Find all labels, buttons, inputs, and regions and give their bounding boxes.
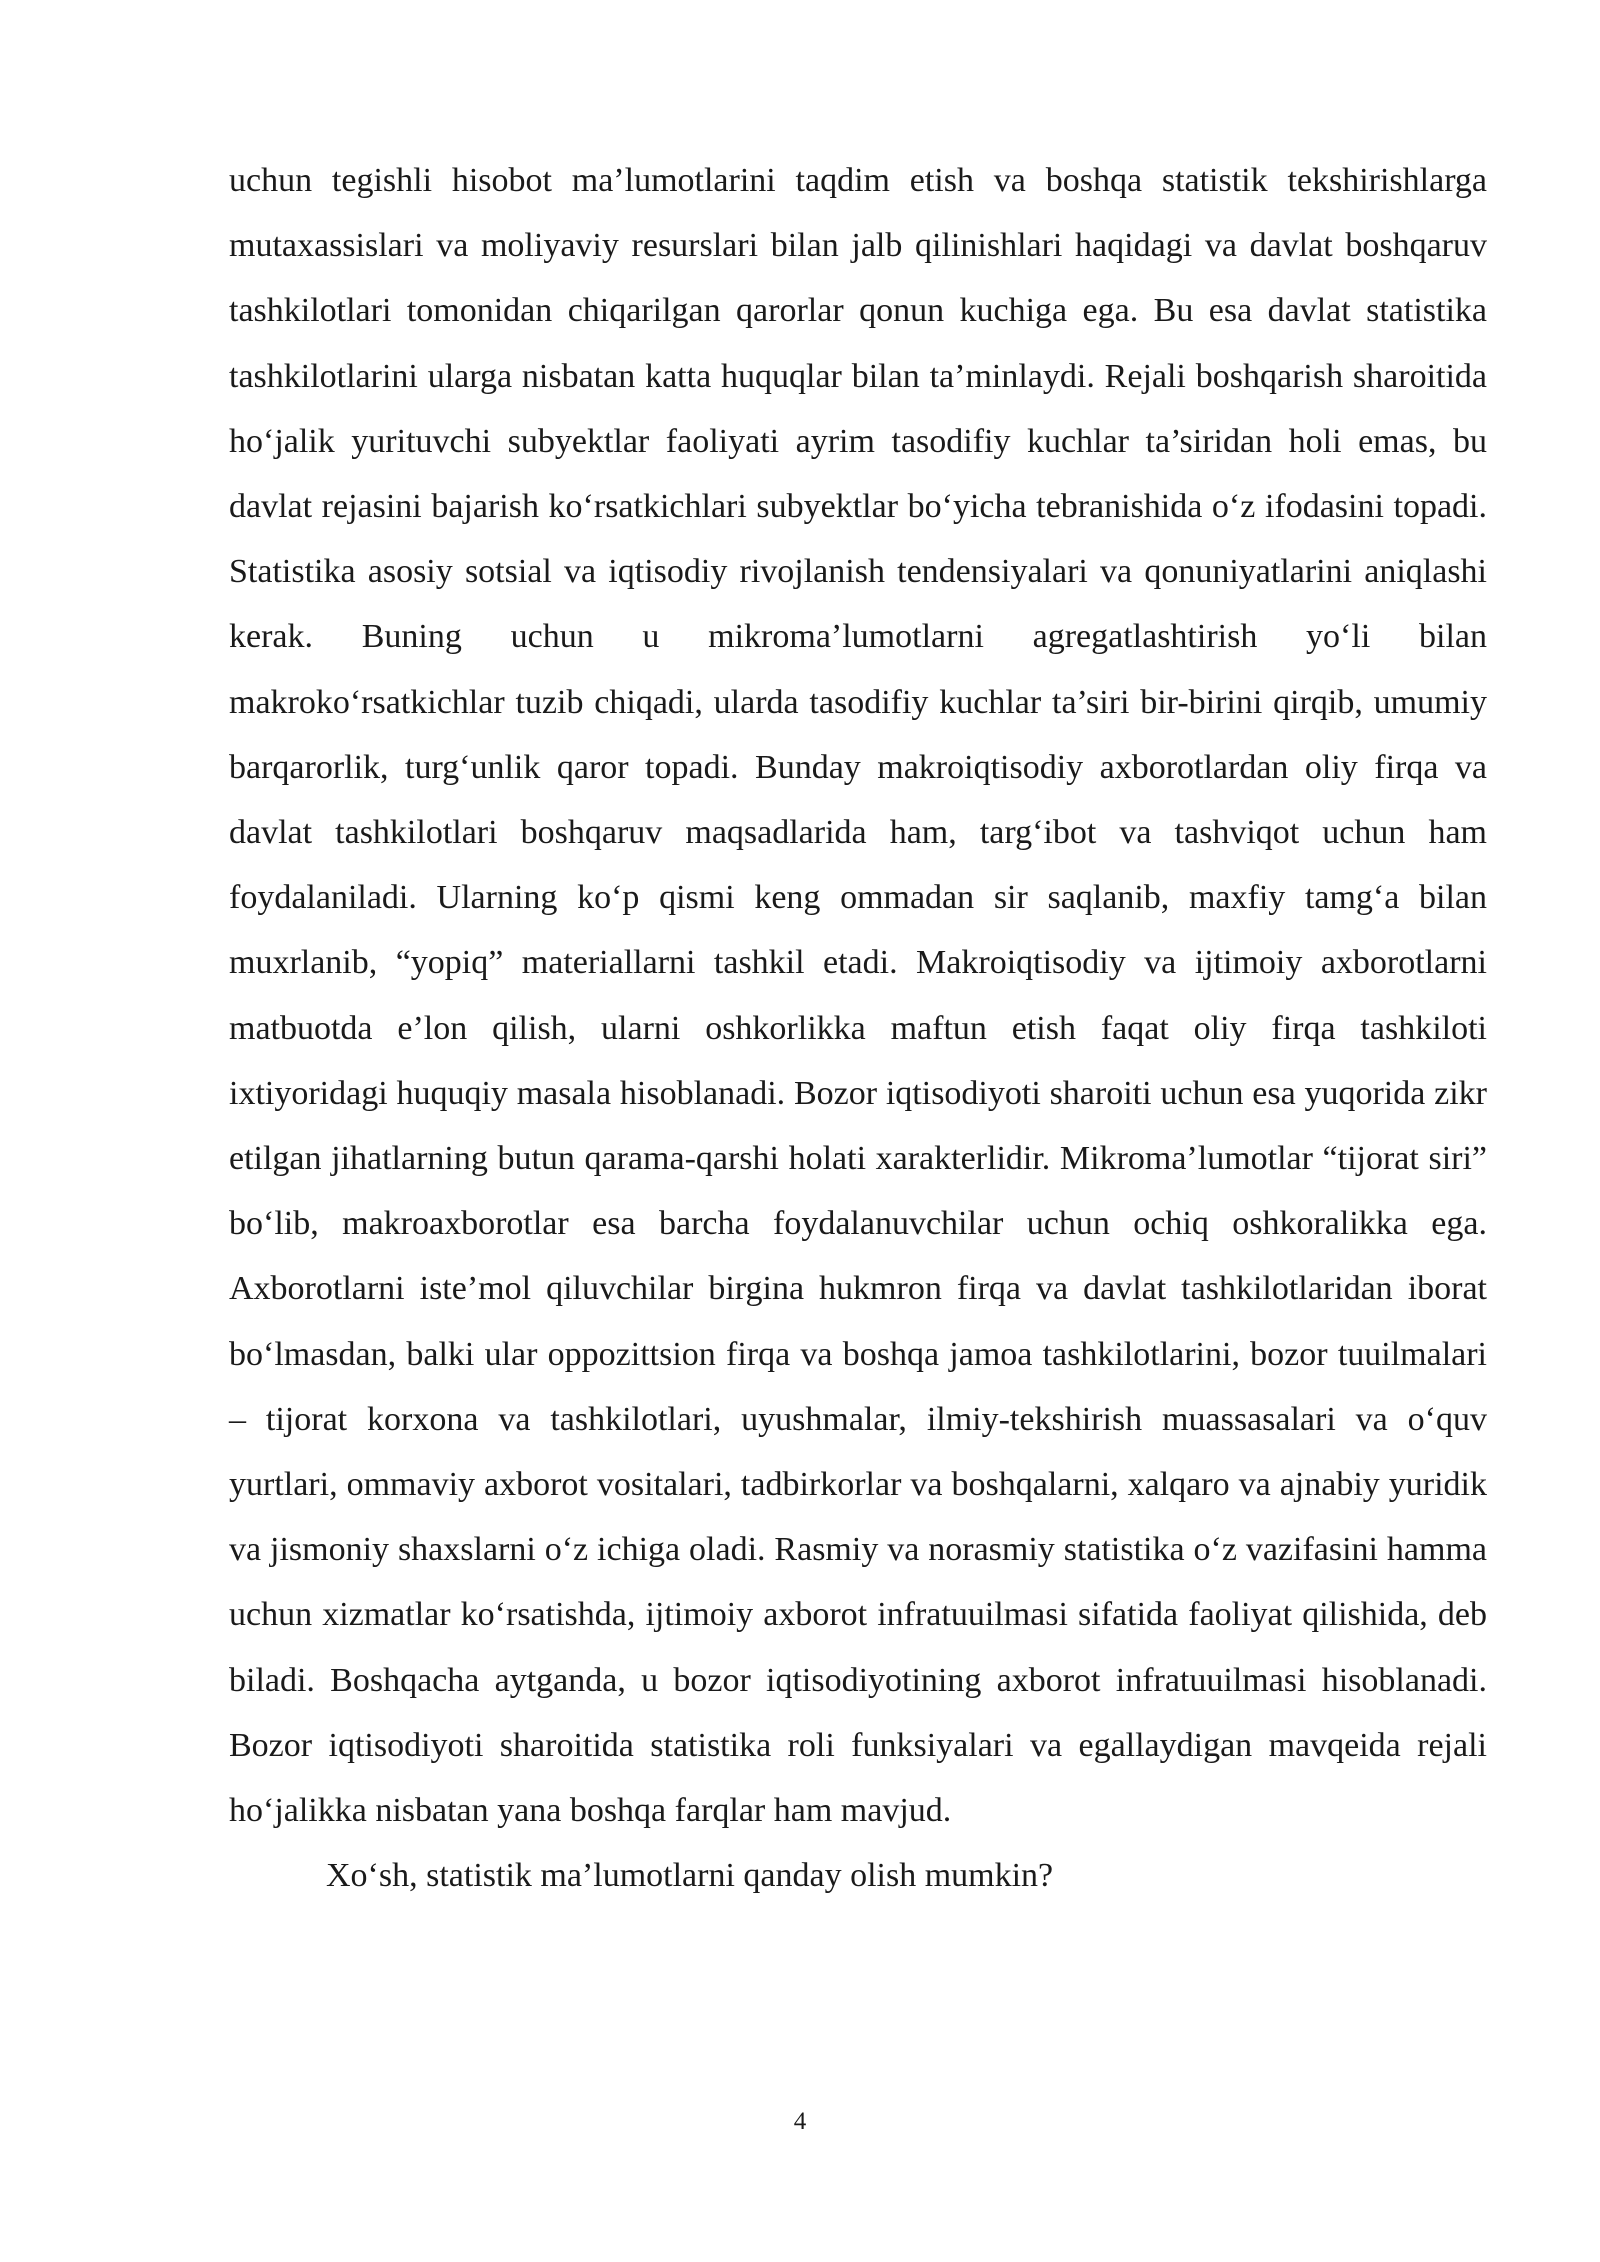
paragraph-main: uchun tegishli hisobot ma’lumotlarini taqdim etish va boshqa statistik tekshirishlarga mutaxassislari va moliyaviy resurslari bilan jalb qilinishlari haqidagi va davlat boshqaruv tashkilotlari tomonidan chiqarilgan qarorlar qonun kuchiga ega. Bu esa davlat statistika tashkilotlarini ularga nisbatan katta huquqlar bilan ta’minlaydi. Rejali boshqarish sharoitida ho‘jalik yurituvchi subyektlar faoliyati ayrim tasodifiy kuchlar ta’siridan holi emas, bu davlat rejasini bajarish ko‘rsatkichlari subyektlar bo‘yicha tebranishida o‘z ifodasini topadi. Statistika asosiy sotsial va iqtisodiy rivojlanish tendensiyalari va qonuniyatlarini aniqlashi kerak. Buning uchun u mikroma’lumotlarni agregatlashtirish yo‘li bilan makroko‘rsatkichlar tuzib chiqadi, ularda tasodifiy kuchlar ta’siri bir-birini qirqib, umumiy barqarorlik, turg‘unlik qaror topadi. Bunday makroiqtisodiy axborotlardan oliy firqa va davlat tashkilotlari boshqaruv maqsadlarida ham, targ‘ibot va tashviqot uchun ham foydalaniladi. Ularning ko‘p qismi keng ommadan sir saqlanib, maxfiy tamg‘a bilan muxrlanib, “yopiq” materiallarni tashkil etadi. Makroiqtisodiy va ijtimoiy axborotlarni matbuotda e’lon qilish, ularni oshkorlikka maftun etish faqat oliy firqa tashkiloti ixtiyoridagi huquqiy masala hisoblanadi. Bozor iqtisodiyoti sharoiti uchun esa yuqorida zikr etilgan jihatlarning butun qarama-qarshi holati xarakterlidir. Mikroma’lumotlar “tijorat siri” bo‘lib, makroaxborotlar esa barcha foydalanuvchilar uchun ochiq oshkoralikka ega. Axborotlarni iste’mol qiluvchilar birgina hukmron firqa va davlat tashkilotlaridan iborat bo‘lmasdan, balki ular oppozittsion firqa va boshqa jamoa tashkilotlarini, bozor tuuilmalari – tijorat korxona va tashkilotlari, uyushmalar, ilmiy-tekshirish muassasalari va o‘quv yurtlari, ommaviy axborot vositalari, tadbirkorlar va boshqalarni, xalqaro va ajnabiy yuridik va jismoniy shaxslarni o‘z ichiga oladi. Rasmiy va norasmiy statistika o‘z vazifasini hamma uchun xizmatlar ko‘rsatishda, ijtimoiy axborot infratuuilmasi sifatida faoliyat qilishida, deb biladi. Boshqacha aytganda, u bozor iqtisodiyotining axborot infratuuilmasi hisoblanadi. Bozor iqtisodiyoti sharoitida statistika roli funksiyalari va egallaydigan mavqeida rejali ho‘jalikka nisbatan yana boshqa farqlar ham mavjud.	[229, 162, 1487, 1830]
body-text	[229, 148, 1487, 1908]
page-number: 4	[793, 2108, 807, 2135]
paragraph-question: Xo‘sh, statistik ma’lumotlarni qanday olish mumkin?	[326, 1857, 1054, 1895]
